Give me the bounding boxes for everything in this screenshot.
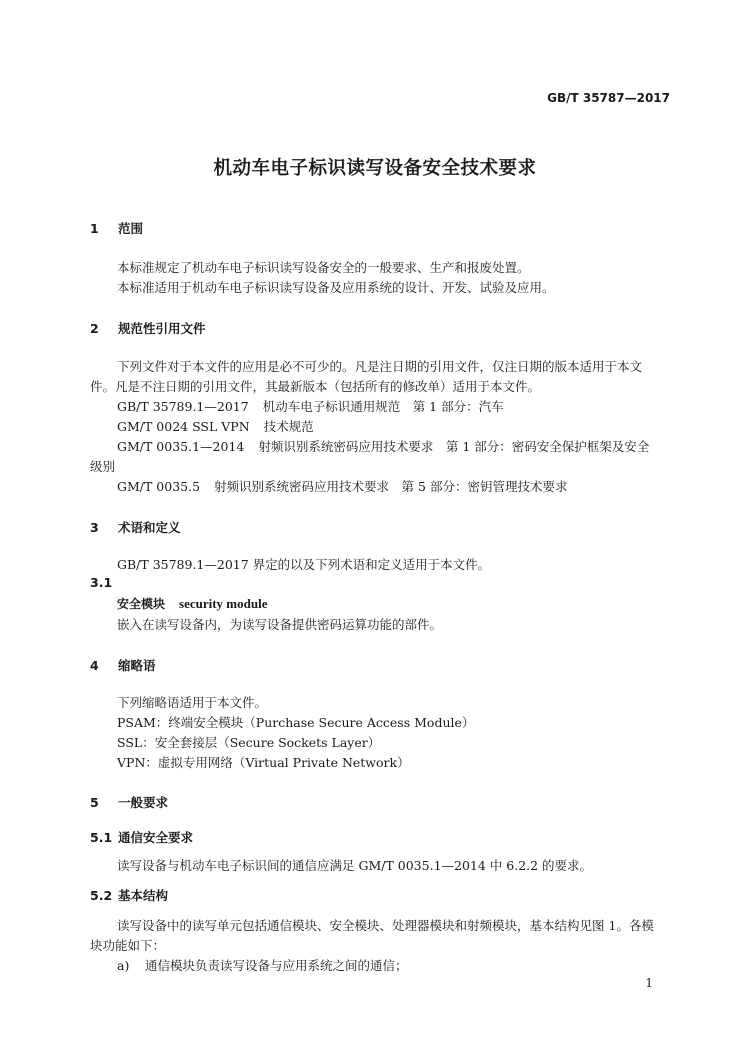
section-4-heading: [90, 656, 156, 674]
section-number: 3: [90, 520, 99, 535]
section-3-heading: [90, 518, 181, 536]
abbreviation-item: VPN：虚拟专用网络（Virtual Private Network）: [117, 755, 410, 770]
reference-code: GB/T 35789.1—2017: [117, 399, 249, 414]
reference-title-continued: 级别: [90, 459, 116, 474]
subsection-title: 通信安全要求: [118, 830, 194, 845]
reference-code: GM/T 0035.5: [117, 479, 201, 494]
section-title: 规范性引用文件: [118, 321, 206, 336]
reference-item: [117, 397, 504, 415]
abbreviation-item: PSAM：终端安全模块（Purchase Secure Access Module）: [117, 715, 475, 730]
paragraph: 读写设备与机动车电子标识间的通信应满足 GM/T 0035.1—2014 中 6.2.2 的要求。: [117, 858, 593, 873]
reference-code: GM/T 0024 SSL VPN: [117, 419, 250, 434]
paragraph: 本标准适用于机动车电子标识读写设备及应用系统的设计、开发、试验及应用。: [117, 280, 555, 295]
section-title: 术语和定义: [118, 520, 181, 535]
subsection-5-2-heading: [90, 886, 168, 904]
abbreviation-item: SSL：安全套接层（Secure Sockets Layer）: [117, 735, 381, 750]
reference-title: 射频识别系统密码应用技术要求 第 1 部分：密码安全保护框架及安全: [258, 439, 650, 454]
reference-item: [117, 417, 314, 435]
list-item-label: a): [117, 958, 130, 973]
section-1-heading: [90, 219, 143, 237]
subsection-number: 5.2: [90, 888, 113, 903]
section-title: 范围: [118, 221, 144, 236]
section-5-heading: [90, 793, 168, 811]
standard-number: GB/T 35787—2017: [547, 91, 670, 105]
paragraph: GB/T 35789.1—2017 界定的以及下列术语和定义适用于本文件。: [117, 557, 491, 572]
term-chinese: 安全模块: [117, 597, 166, 611]
reference-title: 技术规范: [263, 419, 314, 434]
section-number: 2: [90, 321, 99, 336]
reference-code: GM/T 0035.1—2014: [117, 439, 245, 454]
paragraph: 块功能如下：: [90, 938, 166, 953]
section-title: 一般要求: [118, 795, 169, 810]
page-number: 1: [645, 976, 653, 990]
subsection-title: 基本结构: [118, 888, 169, 903]
term-entry: [117, 595, 267, 612]
section-number: 5: [90, 795, 99, 810]
paragraph: 件。凡是不注日期的引用文件，其最新版本（包括所有的修改单）适用于本文件。: [90, 379, 541, 394]
reference-item: [117, 437, 649, 455]
paragraph: 读写设备中的读写单元包括通信模块、安全模块、处理器模块和射频模块，基本结构见图 1。各模: [117, 918, 654, 933]
term-english: security module: [179, 596, 268, 611]
section-title: 缩略语: [118, 658, 156, 673]
paragraph: 下列文件对于本文件的应用是必不可少的。凡是注日期的引用文件，仅注日期的版本适用于本文: [117, 359, 643, 374]
section-2-heading: [90, 319, 206, 337]
list-item-text: 通信模块负责读写设备与应用系统之间的通信；: [145, 958, 408, 973]
term-definition: 嵌入在读写设备内，为读写设备提供密码运算功能的部件。: [117, 617, 443, 632]
section-number: 1: [90, 221, 99, 236]
term-number: 3.1: [90, 575, 113, 590]
paragraph: 下列缩略语适用于本文件。: [117, 695, 268, 710]
list-item-a: [117, 956, 408, 974]
reference-item: [117, 477, 567, 495]
section-number: 4: [90, 658, 99, 673]
reference-title: 射频识别系统密码应用技术要求 第 5 部分：密钥管理技术要求: [214, 479, 568, 494]
paragraph: 本标准规定了机动车电子标识读写设备安全的一般要求、生产和报废处置。: [117, 260, 530, 275]
subsection-number: 5.1: [90, 830, 113, 845]
document-title: 机动车电子标识读写设备安全技术要求: [213, 158, 537, 179]
reference-title: 机动车电子标识通用规范 第 1 部分：汽车: [262, 399, 504, 414]
subsection-5-1-heading: [90, 828, 193, 846]
